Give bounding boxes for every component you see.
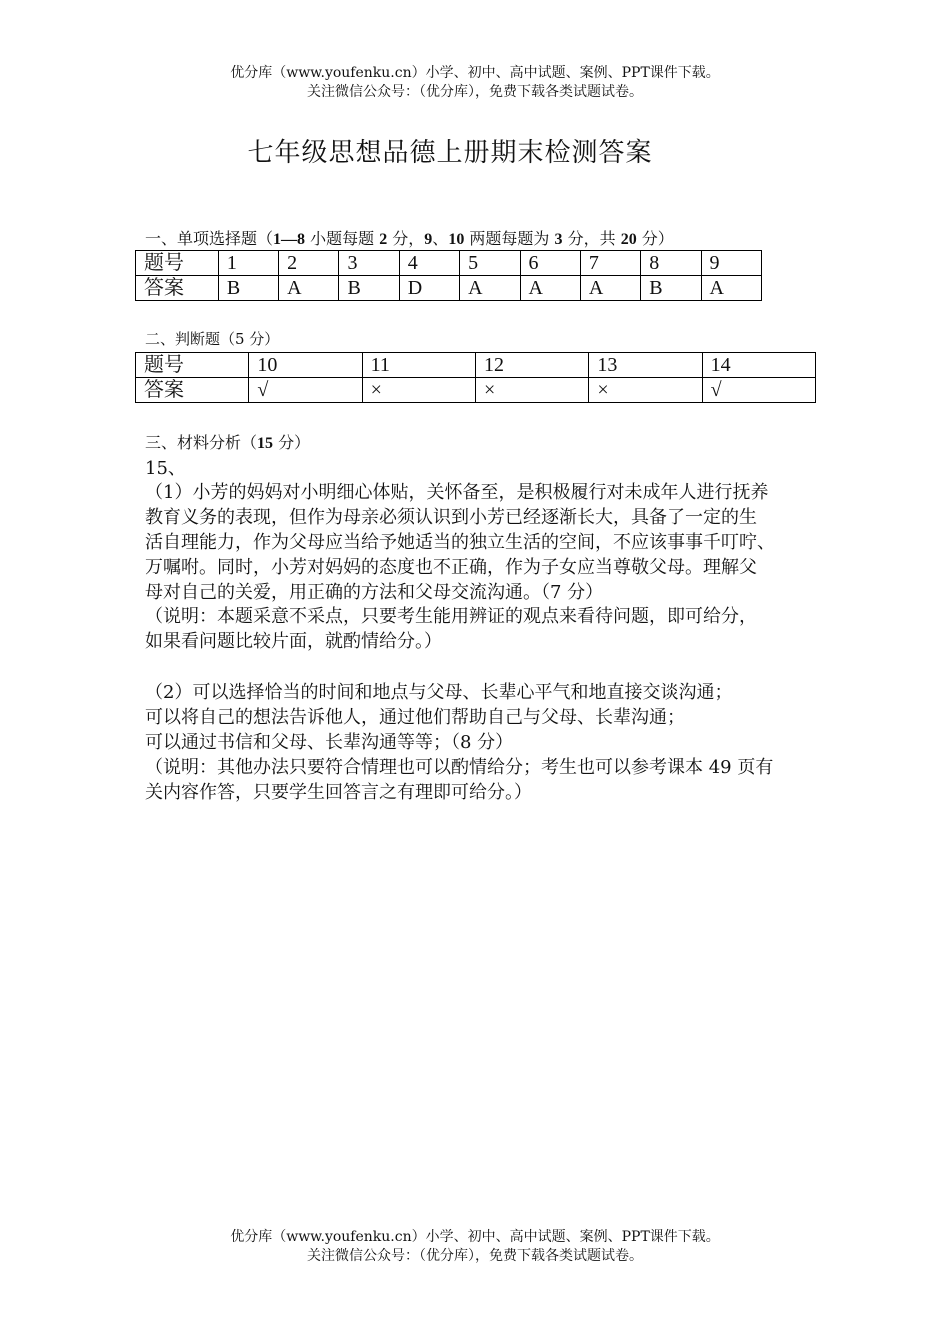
answer-part-1-note: [145, 604, 825, 654]
answer-cell: ×: [475, 378, 588, 403]
row-label-number: 题号: [136, 353, 249, 378]
table-row-answers: [136, 276, 762, 301]
header-line-1: 优分库（www.youfenku.cn）小学、初中、高中试题、案例、PPT课件下载。: [230, 65, 720, 81]
question-number-cell: 8: [641, 251, 701, 276]
section1-heading-bold: 20: [620, 231, 637, 248]
answer-cell: B: [218, 276, 278, 301]
question-number-cell: 1: [218, 251, 278, 276]
question-number-cell: 11: [362, 353, 475, 378]
question-number-cell: 6: [520, 251, 580, 276]
choice-answer-table: [135, 250, 762, 301]
answer-cell: B: [339, 276, 399, 301]
row-label-answer: 答案: [136, 276, 219, 301]
section1-heading-bold: 1—8: [273, 231, 306, 248]
section1-heading-bold: 9: [424, 231, 433, 248]
judgement-answer-table: [135, 352, 816, 403]
question-number-cell: 10: [249, 353, 362, 378]
row-label-answer: 答案: [136, 378, 249, 403]
section1-heading-text: 一、单项选择题（: [145, 229, 274, 248]
question-number-cell: 2: [279, 251, 339, 276]
footer-line-2: 关注微信公众号：（优分库），免费下载各类试题试卷。: [307, 1248, 643, 1264]
section2-heading: 二、判断题（5 分）: [145, 330, 280, 348]
text-line: 可以将自己的想法告诉他人，通过他们帮助自己与父母、长辈沟通；: [145, 707, 685, 728]
question-number-cell: 5: [460, 251, 520, 276]
question-number-cell: 14: [702, 353, 815, 378]
answer-cell: B: [641, 276, 701, 301]
text-line: 可以通过书信和父母、长辈沟通等等；（8 分）: [145, 732, 514, 753]
text-line: （2）可以选择恰当的时间和地点与父母、长辈心平气和地直接交谈沟通；: [145, 682, 733, 703]
answer-cell: √: [249, 378, 362, 403]
section1-heading-bold: 2: [379, 231, 388, 248]
page-header: [0, 64, 950, 102]
document-title: 七年级思想品德上册期末检测答案: [247, 138, 653, 168]
section1-heading-bold: 3: [554, 231, 563, 248]
text-line: （1）小芳的妈妈对小明细心体贴，关怀备至，是积极履行对未成年人进行抚养: [145, 482, 769, 503]
table-row-answers: [136, 378, 816, 403]
question-number: 15、: [145, 458, 186, 479]
table-row-numbers: [136, 353, 816, 378]
question-number-cell: 13: [589, 353, 702, 378]
section1-heading-text: 分，共: [562, 229, 621, 248]
text-line: 如果看问题比较片面，就酌情给分。）: [145, 631, 442, 652]
text-line: 关内容作答，只要学生回答言之有理即可给分。）: [145, 782, 532, 803]
answer-cell: A: [520, 276, 580, 301]
table-row-numbers: [136, 251, 762, 276]
footer-line-1: 优分库（www.youfenku.cn）小学、初中、高中试题、案例、PPT课件下载。: [230, 1229, 720, 1245]
question-number-cell: 4: [399, 251, 459, 276]
answer-cell: A: [279, 276, 339, 301]
answer-cell: A: [460, 276, 520, 301]
answer-cell: √: [702, 378, 815, 403]
answer-part-2: [145, 680, 825, 805]
section1-heading-text: 两题每题为: [464, 229, 555, 248]
text-line: 万嘱咐。同时，小芳对妈妈的态度也不正确，作为子女应当尊敬父母。理解父: [145, 557, 757, 578]
question-number-cell: 7: [580, 251, 640, 276]
section1-heading-text: 小题每题: [305, 229, 380, 248]
question-number-cell: 3: [339, 251, 399, 276]
section3-heading-bold: 15: [257, 435, 274, 452]
page-footer: [0, 1228, 950, 1266]
answer-cell: A: [580, 276, 640, 301]
section3-heading: [145, 430, 310, 453]
answer-cell: D: [399, 276, 459, 301]
text-line: （说明：其他办法只要符合情理也可以酌情给分；考生也可以参考课本 49 页有: [145, 757, 774, 778]
text-line: 教育义务的表现，但作为母亲必须认识到小芳已经逐渐长大，具备了一定的生: [145, 507, 757, 528]
section1-heading-text: 分，: [387, 229, 425, 248]
section1-heading-bold: 10: [448, 231, 465, 248]
section1-heading: [145, 226, 674, 249]
section3-heading-text: 三、材料分析（: [145, 433, 258, 452]
question-number-cell: 9: [701, 251, 761, 276]
question-number-cell: 12: [475, 353, 588, 378]
row-label-number: 题号: [136, 251, 219, 276]
answer-part-1: [145, 480, 825, 605]
text-line: 母对自己的关爱，用正确的方法和父母交流沟通。（7 分）: [145, 582, 604, 603]
section1-heading-text: 分）: [636, 229, 674, 248]
answer-cell: A: [701, 276, 761, 301]
answer-cell: ×: [362, 378, 475, 403]
answer-cell: ×: [589, 378, 702, 403]
section3-heading-text: 分）: [273, 433, 311, 452]
text-line: 活自理能力，作为父母应当给予她适当的独立生活的空间，不应该事事千叮咛、: [145, 532, 775, 553]
section1-heading-text: 、: [432, 229, 449, 248]
header-line-2: 关注微信公众号：（优分库），免费下载各类试题试卷。: [307, 84, 643, 100]
text-line: （说明：本题采意不采点，只要考生能用辨证的观点来看待问题，即可给分，: [145, 606, 757, 627]
